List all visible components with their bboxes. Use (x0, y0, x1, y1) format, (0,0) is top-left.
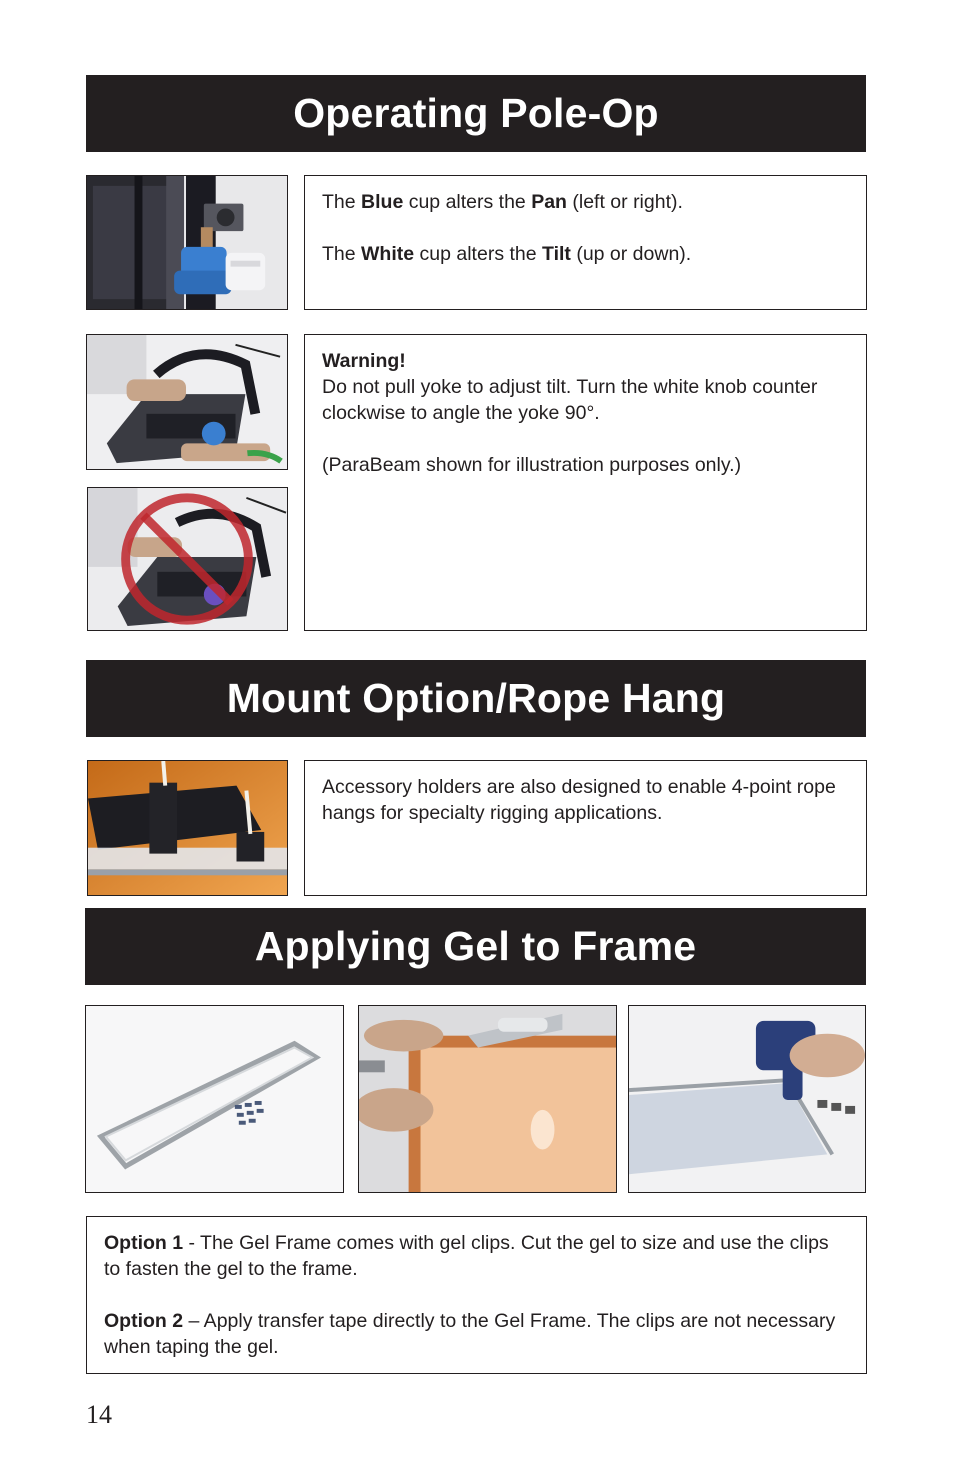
warning-text-box (304, 334, 867, 631)
yoke-prohibited-photo (87, 487, 288, 631)
gel-option-2: Option 2 – Apply transfer tape directly to the Gel Frame. The clips are not necessary when taping the gel. (104, 1310, 836, 1358)
pan-instruction: The Blue cup alters the Pan (left or right). (322, 191, 683, 213)
section-title-gel: Applying Gel to Frame (85, 908, 866, 985)
gel-frame-photo (85, 1005, 344, 1193)
yoke-correct-photo (86, 334, 288, 470)
rope-hang-text: Accessory holders are also designed to enable 4-point rope hangs for specialty rigging applications. (322, 776, 836, 824)
rope-hang-photo (87, 760, 288, 896)
rope-hang-text-box (304, 760, 867, 896)
warning-note: (ParaBeam shown for illustration purposes only.) (322, 454, 742, 476)
gel-cutting-photo (358, 1005, 617, 1193)
tilt-instruction: The White cup alters the Tilt (up or down). (322, 243, 692, 265)
warning-title: Warning! (322, 350, 406, 372)
section-title-mount: Mount Option/Rope Hang (86, 660, 866, 737)
gel-tape-photo (628, 1005, 866, 1193)
gel-option-1: Option 1 - The Gel Frame comes with gel clips. Cut the gel to size and use the clips to fasten the gel to the frame. (104, 1232, 829, 1280)
page-number: 14 (86, 1400, 112, 1429)
gel-options-text-box (86, 1216, 867, 1374)
pole-op-photo (86, 175, 288, 310)
section-title-operating: Operating Pole-Op (86, 75, 866, 152)
warning-text: Do not pull yoke to adjust tilt. Turn the white knob counter clockwise to angle the yoke 90°. (322, 376, 818, 424)
pan-tilt-text-box (304, 175, 867, 310)
